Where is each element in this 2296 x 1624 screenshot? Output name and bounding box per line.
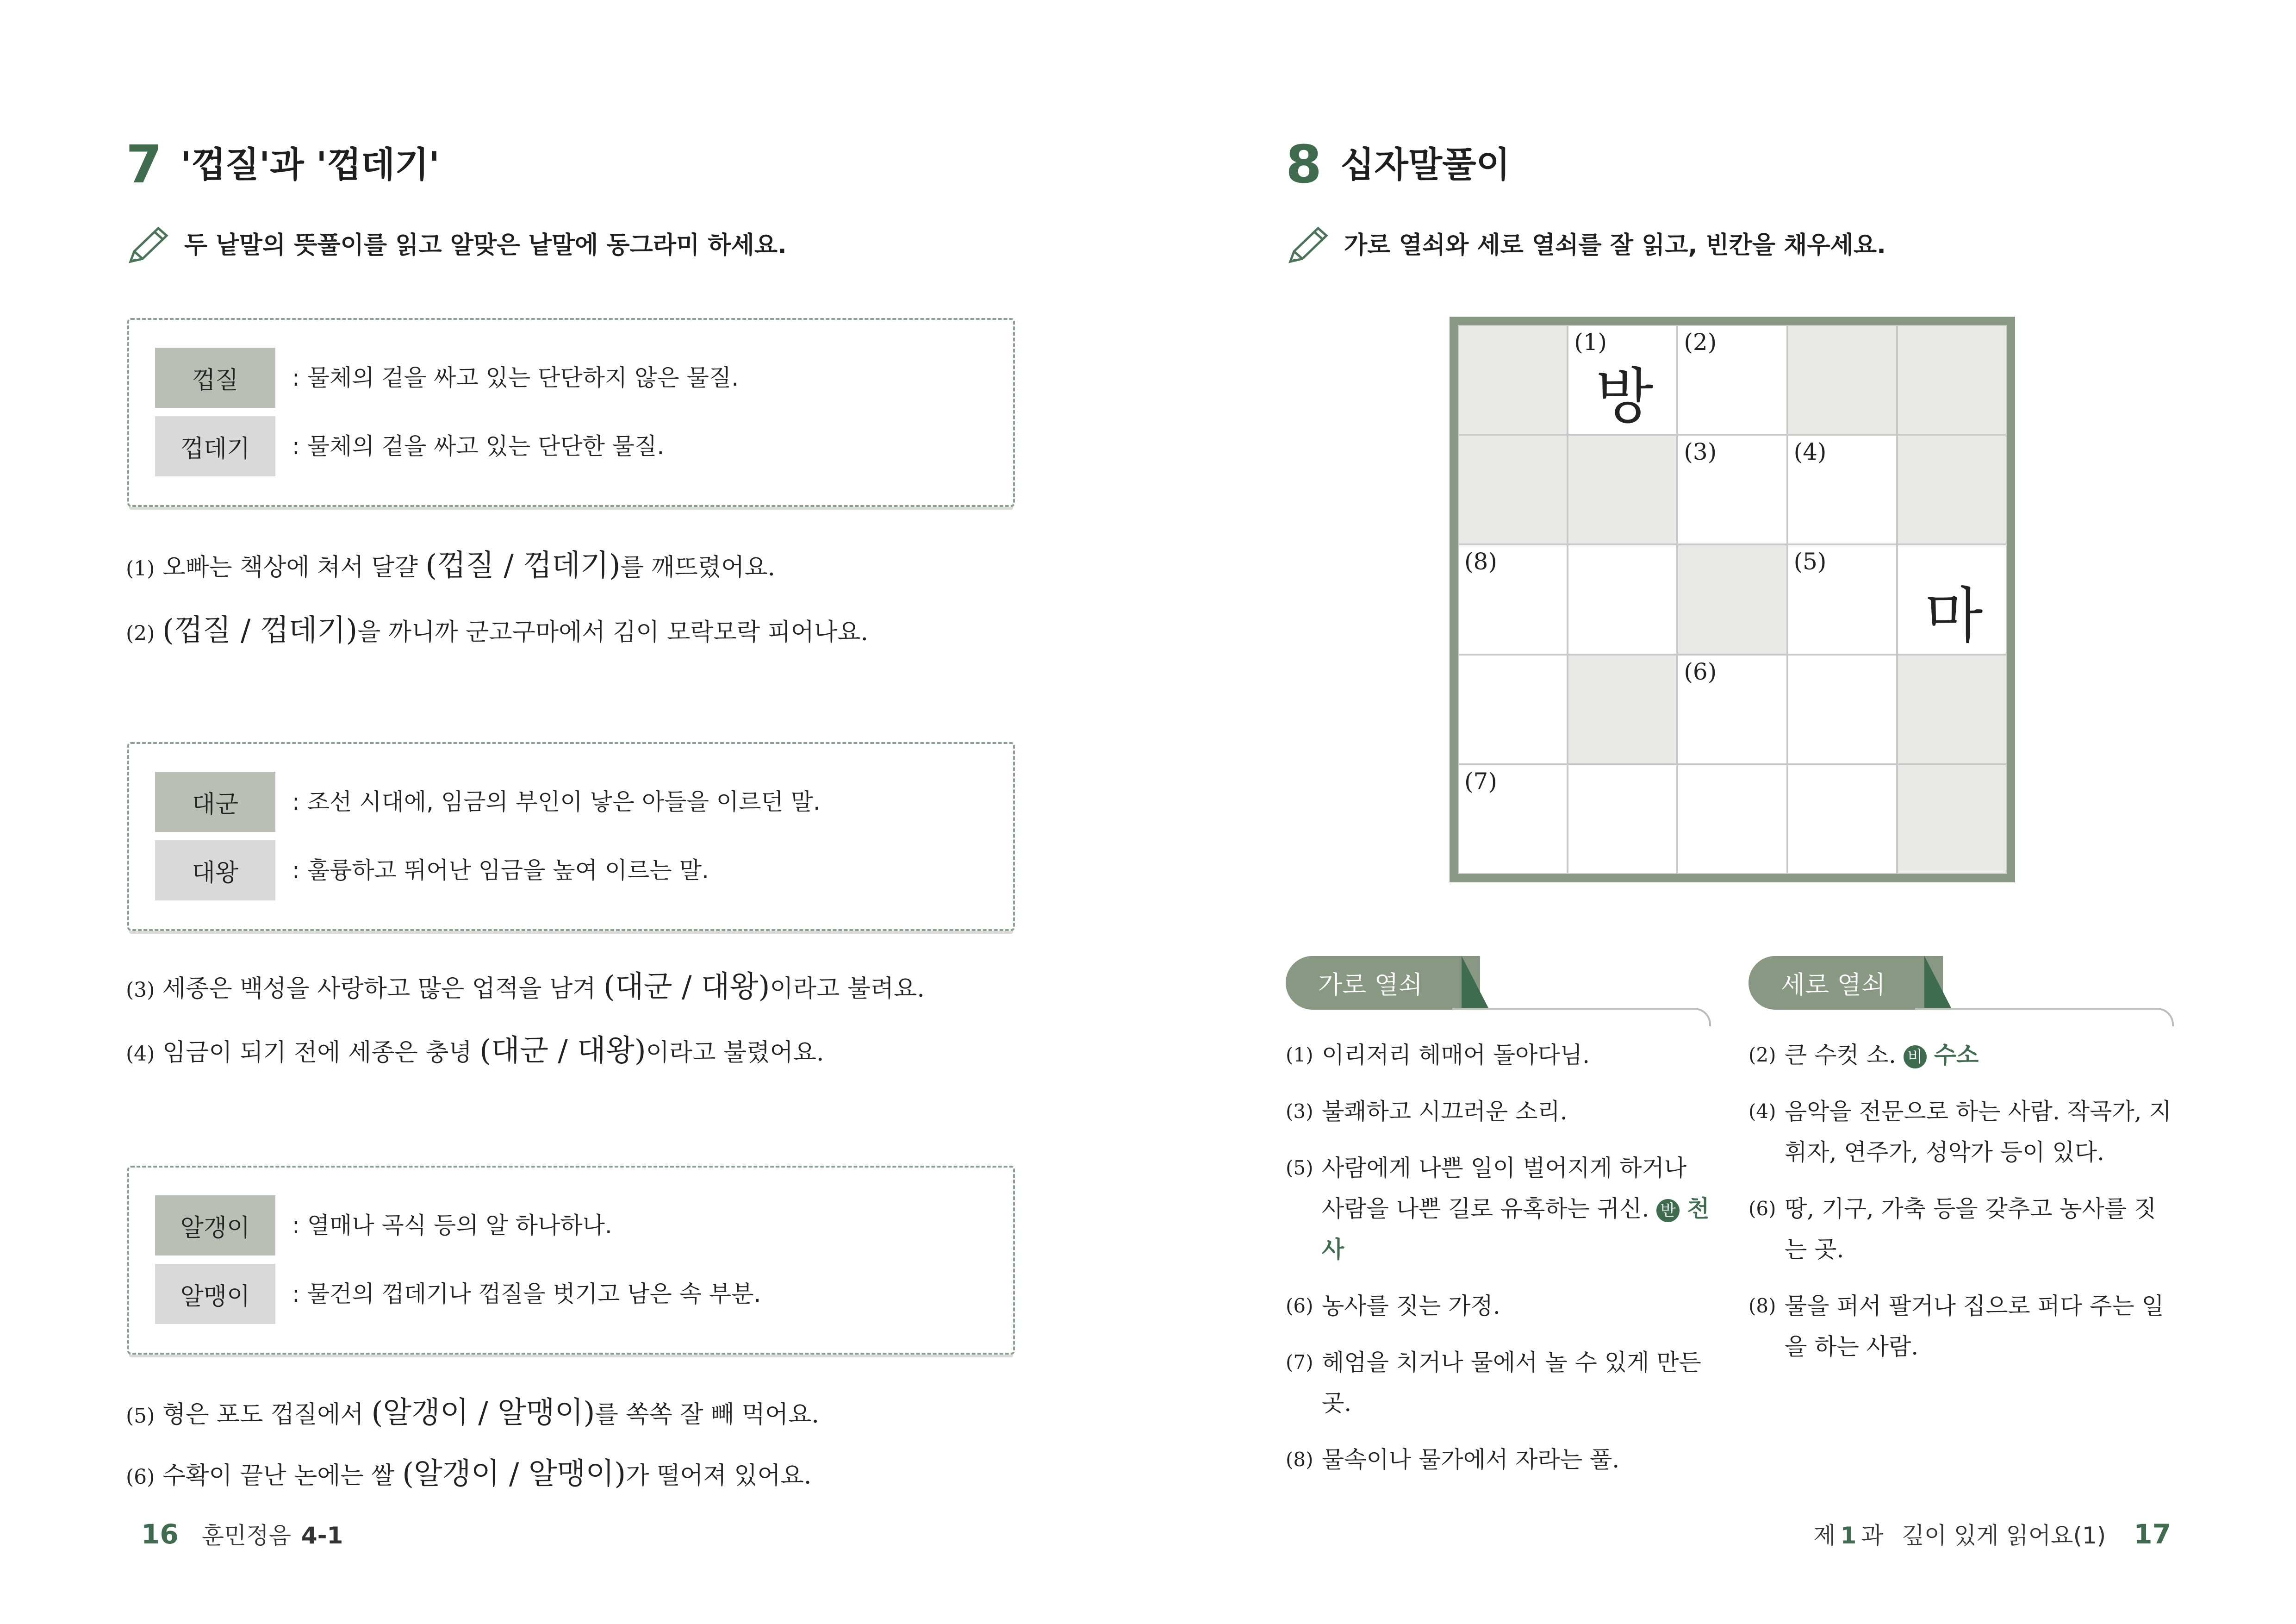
- clue-number-label: (6): [1684, 658, 1717, 685]
- definition-text: : 조선 시대에, 임금의 부인이 낳은 아들을 이르던 말.: [292, 788, 821, 815]
- term-label: 껍질: [155, 348, 275, 408]
- crossword-blocked-cell: [1568, 435, 1677, 544]
- filled-letter: 마: [1924, 581, 1983, 651]
- crossword-cell[interactable]: [1568, 764, 1677, 874]
- definition-text: : 열매나 곡식 등의 알 하나하나.: [292, 1212, 612, 1239]
- across-clue-list: [1286, 1035, 1711, 1480]
- definition-text: : 물체의 겉을 싸고 있는 단단한 물질.: [292, 433, 665, 460]
- clue-number-label: (1): [1574, 329, 1607, 356]
- clue-number: (2): [1748, 1043, 1776, 1066]
- clue-text: 사람에게 나쁜 일이 벌어지게 하거나 사람을 나쁜 길로 유혹하는 귀신.: [1322, 1155, 1687, 1222]
- down-clues-panel: [1748, 956, 2174, 1383]
- down-clue-list: [1748, 1035, 2174, 1367]
- pencil-icon: [126, 225, 170, 266]
- question-5[interactable]: (5) 형은 포도 껍질에서 (알갱이 / 알맹이)를 쏙쏙 잘 빼 먹어요.: [126, 1396, 819, 1430]
- clue-number: (3): [1286, 1100, 1313, 1123]
- crossword-blocked-cell: [1568, 655, 1677, 764]
- clue-text: 헤엄을 치거나 물에서 놀 수 있게 만든 곳.: [1322, 1349, 1701, 1417]
- lesson-number: 1: [1840, 1522, 1857, 1549]
- relation-badge-icon: 반: [1656, 1199, 1680, 1222]
- term-label: 대군: [155, 772, 275, 832]
- section-title: 십자말풀이: [1340, 144, 1511, 185]
- crossword-blocked-cell: [1677, 544, 1787, 654]
- page-number: 16: [141, 1518, 179, 1550]
- down-clues-tab: 세로 열쇠: [1748, 956, 1943, 1010]
- page-number: 17: [2134, 1518, 2171, 1550]
- clue-text: 이리저리 헤매어 돌아다님.: [1322, 1042, 1590, 1068]
- answer-choice[interactable]: (껍질 / 껍데기): [162, 613, 358, 648]
- clue-item: [1286, 1286, 1711, 1326]
- clue-item: [1286, 1091, 1711, 1132]
- clue-item: [1286, 1342, 1711, 1424]
- lesson-title: 깊이 있게 읽어요(1): [1902, 1522, 2106, 1549]
- crossword-cell[interactable]: [1568, 544, 1677, 654]
- clue-number-label: (4): [1793, 438, 1827, 466]
- clue-number-label: (3): [1684, 438, 1717, 466]
- crossword-grid: [1450, 317, 2015, 882]
- definition-box-3: [127, 1166, 1015, 1355]
- clue-item: [1286, 1439, 1711, 1480]
- clue-number-label: (5): [1793, 548, 1827, 575]
- instruction-text: 두 낱말의 뜻풀이를 읽고 알맞은 낱말에 동그라미 하세요.: [184, 231, 787, 259]
- crossword-blocked-cell: [1897, 435, 2007, 544]
- right-footer: 제 1 과 깊이 있게 읽어요(1) 17: [1813, 1518, 2171, 1550]
- related-word: 수소: [1934, 1042, 1979, 1068]
- clue-text: 농사를 짓는 가정.: [1322, 1293, 1500, 1319]
- definition-text: : 물체의 겉을 싸고 있는 단단하지 않은 물질.: [292, 364, 739, 391]
- crossword-blocked-cell: [1897, 655, 2007, 764]
- clue-number: (7): [1286, 1351, 1313, 1374]
- book-level: 4-1: [301, 1522, 343, 1549]
- clue-item: [1748, 1188, 2174, 1270]
- clue-number: (6): [1748, 1197, 1776, 1220]
- clue-item: [1748, 1091, 2174, 1173]
- crossword-cell[interactable]: [1787, 655, 1897, 764]
- pencil-icon: [1286, 225, 1330, 266]
- right-instruction: [1286, 225, 1886, 266]
- across-clues-tab: 가로 열쇠: [1286, 956, 1480, 1010]
- question-2[interactable]: (2) (껍질 / 껍데기)을 까니까 군고구마에서 김이 모락모락 피어나요.: [126, 613, 868, 648]
- clue-number: (8): [1286, 1448, 1313, 1471]
- answer-choice[interactable]: (알갱이 / 알맹이): [402, 1457, 626, 1491]
- term-label: 알갱이: [155, 1195, 275, 1255]
- clue-number-label: (7): [1464, 768, 1497, 795]
- section-title: '껍질'과 '껍데기': [180, 144, 440, 185]
- clue-text: 음악을 전문으로 하는 사람. 작곡가, 지휘자, 연주가, 성악가 등이 있다.: [1785, 1098, 2172, 1166]
- book-title: 훈민정음: [201, 1522, 291, 1549]
- left-instruction: [126, 225, 787, 266]
- crossword-cell[interactable]: [1677, 764, 1787, 874]
- crossword-blocked-cell: [1458, 325, 1568, 435]
- related-word: 천사: [1322, 1195, 1710, 1263]
- crossword-cell[interactable]: [1458, 655, 1568, 764]
- definition-box-1: [127, 318, 1015, 507]
- crossword-blocked-cell: [1787, 325, 1897, 435]
- left-section-heading: [126, 135, 440, 195]
- term-label: 껍데기: [155, 416, 275, 476]
- term-label: 대왕: [155, 840, 275, 900]
- clue-text: 큰 수컷 소.: [1785, 1042, 1896, 1068]
- clue-number-label: (8): [1464, 548, 1497, 575]
- definition-box-2: [127, 742, 1015, 931]
- question-1[interactable]: (1) 오빠는 책상에 쳐서 달걀 (껍질 / 껍데기)를 깨뜨렸어요.: [126, 549, 776, 583]
- definition-text: : 물건의 껍데기나 껍질을 벗기고 남은 속 부분.: [292, 1280, 761, 1307]
- clue-text: 물속이나 물가에서 자라는 풀.: [1322, 1446, 1620, 1473]
- left-footer: [141, 1518, 343, 1550]
- answer-choice[interactable]: (대군 / 대왕): [479, 1034, 646, 1068]
- clue-number: (5): [1286, 1156, 1313, 1179]
- definition-text: : 훌륭하고 뛰어난 임금을 높여 이르는 말.: [292, 857, 709, 884]
- clue-item: [1748, 1286, 2174, 1367]
- clue-number-label: (2): [1684, 329, 1717, 356]
- divider: [1452, 1008, 1711, 1026]
- question-3[interactable]: (3) 세종은 백성을 사랑하고 많은 업적을 남겨 (대군 / 대왕)이라고 불려요.: [126, 970, 925, 1004]
- answer-choice[interactable]: (껍질 / 껍데기): [425, 549, 621, 583]
- question-6[interactable]: (6) 수확이 끝난 논에는 쌀 (알갱이 / 알맹이)가 떨어져 있어요.: [126, 1457, 812, 1491]
- clue-item: [1286, 1148, 1711, 1270]
- clue-text: 물을 퍼서 팔거나 집으로 퍼다 주는 일을 하는 사람.: [1785, 1293, 2164, 1360]
- across-clues-panel: [1286, 956, 1711, 1496]
- clue-text: 불쾌하고 시끄러운 소리.: [1322, 1098, 1568, 1125]
- instruction-text: 가로 열쇠와 세로 열쇠를 잘 읽고, 빈칸을 채우세요.: [1344, 231, 1886, 259]
- right-section-heading: [1286, 135, 1511, 195]
- clue-number: (4): [1748, 1100, 1776, 1123]
- clue-number: (6): [1286, 1294, 1313, 1317]
- clue-text: 땅, 기구, 가축 등을 갖추고 농사를 짓는 곳.: [1785, 1195, 2157, 1263]
- divider: [1915, 1008, 2174, 1026]
- clue-number: (8): [1748, 1294, 1776, 1317]
- relation-badge-icon: 비: [1904, 1045, 1927, 1068]
- clue-item: [1748, 1035, 2174, 1075]
- clue-item: [1286, 1035, 1711, 1075]
- crossword-blocked-cell: [1458, 435, 1568, 544]
- answer-choice[interactable]: (알갱이 / 알맹이): [371, 1396, 595, 1430]
- clue-number: (1): [1286, 1043, 1313, 1066]
- filled-letter: 방: [1595, 361, 1654, 431]
- section-number: 7: [126, 135, 162, 195]
- term-label: 알맹이: [155, 1264, 275, 1324]
- question-4[interactable]: (4) 임금이 되기 전에 세종은 충녕 (대군 / 대왕)이라고 불렸어요.: [126, 1034, 824, 1068]
- crossword-blocked-cell: [1897, 325, 2007, 435]
- crossword-blocked-cell: [1897, 764, 2007, 874]
- answer-choice[interactable]: (대군 / 대왕): [603, 970, 770, 1004]
- crossword-cell[interactable]: [1787, 764, 1897, 874]
- section-number: 8: [1286, 135, 1322, 195]
